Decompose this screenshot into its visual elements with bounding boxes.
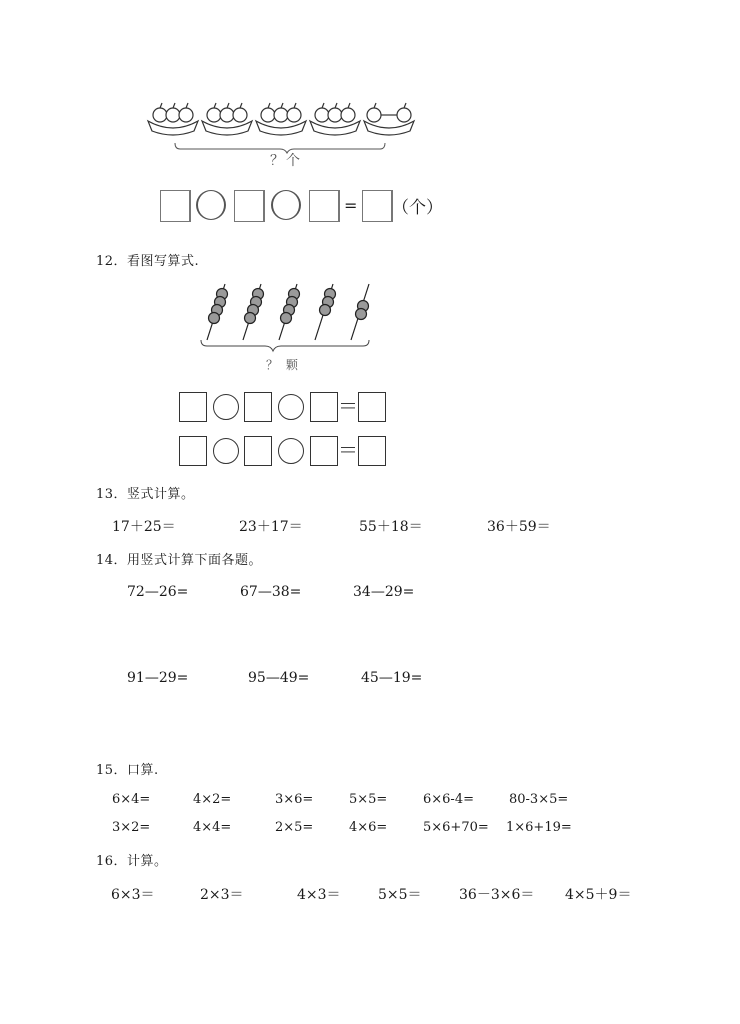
skewer-icon: [315, 284, 336, 340]
problem: 17＋25＝: [112, 519, 176, 535]
question-number: 16．: [96, 854, 128, 869]
question-title: 计算。: [127, 854, 168, 869]
unit-label: （个）: [392, 198, 443, 218]
problem: 36＋59＝: [487, 519, 551, 535]
apple-basket-icon: [148, 103, 198, 135]
question-title: 口算.: [127, 763, 159, 778]
problem: 1×6+19=: [506, 820, 572, 835]
question-number: 13．: [96, 487, 128, 502]
apple-basket-icon: [202, 103, 252, 135]
problem: 4×5＋9＝: [565, 887, 632, 903]
q13-heading: [96, 483, 195, 502]
skewer-icon: [351, 284, 369, 340]
question-number: 15．: [96, 763, 128, 778]
problem: 55＋18＝: [359, 519, 423, 535]
apple-basket-icon: [364, 103, 414, 135]
problem: 80-3×5=: [509, 792, 569, 807]
q14-heading: [96, 549, 262, 568]
result-box[interactable]: [358, 392, 386, 422]
q16-heading: [96, 850, 168, 869]
result-box[interactable]: [358, 436, 386, 466]
equals-sign: =: [344, 196, 358, 215]
answer-box[interactable]: [234, 190, 265, 222]
brace-icon: [201, 340, 369, 351]
equals-sign: ＝: [338, 438, 358, 462]
apple-basket-icon: [256, 103, 306, 135]
problem: 91—29=: [127, 670, 189, 686]
problem: 45—19=: [361, 670, 423, 686]
problem: 4×4=: [193, 820, 232, 835]
problem: 4×2=: [193, 792, 232, 807]
problem: 95—49=: [248, 670, 310, 686]
problem: 5×6+70=: [423, 820, 489, 835]
problem: 72—26=: [127, 584, 189, 600]
skewer-icon: [279, 284, 300, 340]
apple-basket-icon: [310, 103, 360, 135]
skewers-brace-label: ？ 颗: [266, 358, 300, 372]
operator-circle[interactable]: [196, 190, 226, 220]
problem: 6×3＝: [111, 887, 155, 903]
operator-circle[interactable]: [278, 394, 304, 420]
problem: 5×5＝: [378, 887, 422, 903]
problem: 6×4=: [112, 792, 151, 807]
problem: 2×5=: [275, 820, 314, 835]
problem: 4×6=: [349, 820, 388, 835]
problem: 3×6=: [275, 792, 314, 807]
problem: 23＋17＝: [239, 519, 303, 535]
skewer-icon: [243, 284, 264, 340]
problem: 4×3＝: [297, 887, 341, 903]
operator-circle[interactable]: [213, 438, 239, 464]
problem: 6×6-4=: [423, 792, 474, 807]
problem: 36－3×6＝: [459, 887, 535, 903]
q12-heading: [96, 250, 199, 269]
question-title: 用竖式计算下面各题。: [127, 553, 263, 568]
question-title: 看图写算式.: [127, 254, 200, 269]
candied-fruit-figure: [195, 280, 375, 355]
question-number: 14．: [96, 553, 128, 568]
operator-circle[interactable]: [278, 438, 304, 464]
candied-fruit-skewers-illustration: [195, 280, 375, 355]
answer-box[interactable]: [244, 436, 272, 466]
equals-sign: ＝: [338, 394, 358, 418]
answer-box[interactable]: [310, 392, 338, 422]
skewer-icon: [207, 284, 228, 340]
problem: 5×5=: [349, 792, 388, 807]
question-title: 竖式计算。: [127, 487, 195, 502]
question-number: 12．: [96, 254, 128, 269]
problem: 3×2=: [112, 820, 151, 835]
answer-box[interactable]: [160, 190, 191, 222]
answer-box[interactable]: [310, 436, 338, 466]
answer-box[interactable]: [179, 436, 207, 466]
q15-heading: [96, 759, 159, 778]
problem: 34—29=: [353, 584, 415, 600]
operator-circle[interactable]: [271, 190, 301, 220]
answer-box[interactable]: [309, 190, 340, 222]
answer-box[interactable]: [244, 392, 272, 422]
result-box[interactable]: [362, 190, 393, 222]
answer-box[interactable]: [179, 392, 207, 422]
problem: 67—38=: [240, 584, 302, 600]
problem: 2×3＝: [200, 887, 244, 903]
baskets-brace-label: ？个: [270, 153, 302, 169]
operator-circle[interactable]: [213, 394, 239, 420]
